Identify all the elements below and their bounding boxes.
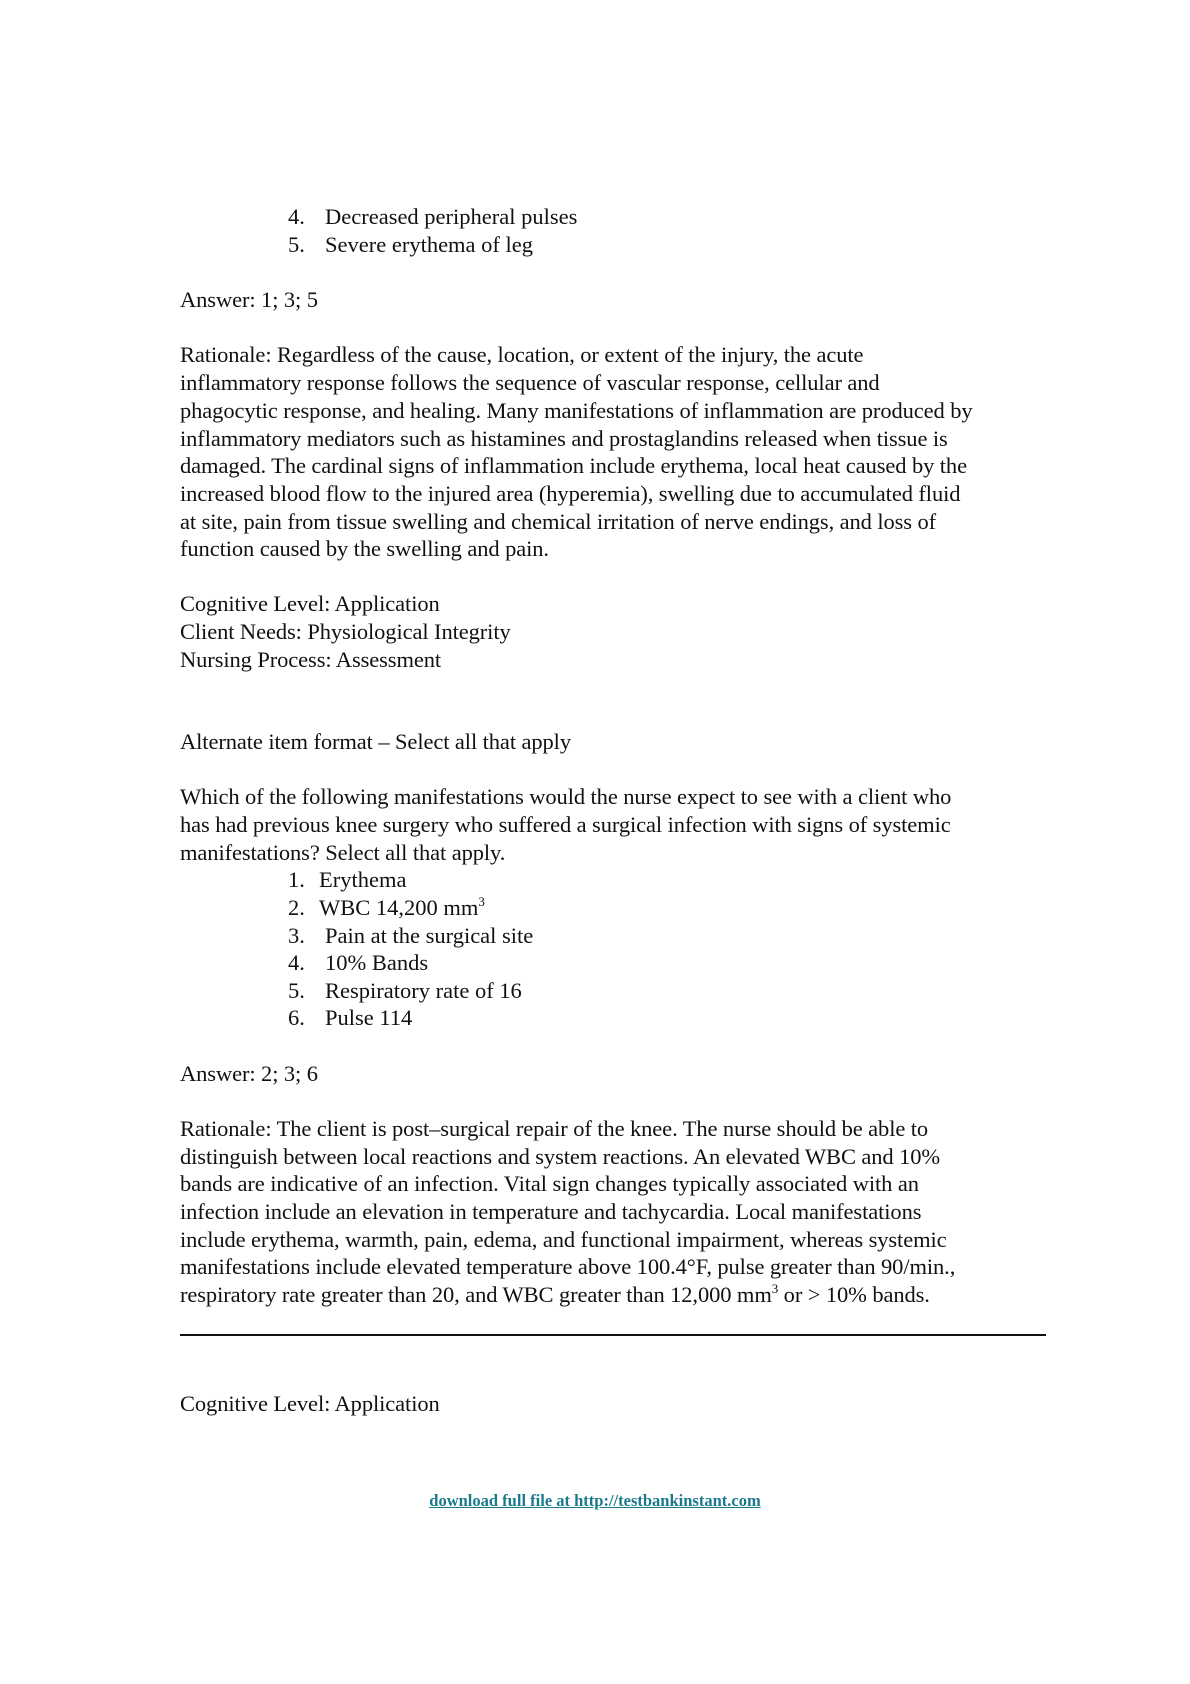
option-item: 6. Pulse 114 xyxy=(288,1005,413,1030)
option-item: 2. WBC 14,200 $mm^3$ xyxy=(288,894,485,920)
cognitive-level: Cognitive Level: Application xyxy=(180,591,440,616)
option-item: 4. 10% Bands xyxy=(288,950,429,975)
item-format: Alternate item format – Select all that apply xyxy=(180,729,571,754)
answer: Answer: 2; 3; 6 xyxy=(180,1061,318,1086)
option-item: 5. Severe erythema of leg xyxy=(288,232,534,257)
nursing-process: Nursing Process: Assessment xyxy=(180,647,442,672)
option-item: 1. Erythema xyxy=(288,867,407,892)
answer: Answer: 1; 3; 5 xyxy=(180,287,318,312)
option-item: 5. Respiratory rate of 16 xyxy=(288,978,522,1003)
cognitive-level: Cognitive Level: Application xyxy=(180,1391,440,1416)
option-item: 4. Decreased peripheral pulses xyxy=(288,204,578,229)
horizontal-rule xyxy=(180,1334,1046,1336)
download-link[interactable]: download full file at http://testbankinstant.com xyxy=(429,1491,761,1510)
option-item: 3. Pain at the surgical site xyxy=(288,923,534,948)
document-page: 4. Decreased peripheral pulses 5. Severe erythema of leg Answer: 1; 3; 5 Rationale: Regardless of the cause, location, or extent of the injury, the acute inflammatory response follows the sequence of vascular response, cellular and phagocytic response, and healing. Many manifestations of inflammation are produced by inflammatory mediators such as histamines and prostaglandins released when tissue is damaged. The cardinal signs of inflammation include erythema, local heat caused by the increased blood flow to the injured area (hyperemia), swelling due to accumulated fluid at site, pain from tissue swelling and chemical irritation of nerve endings, and loss of function caused by the swelling and pain. Cognitive Level: Application Client Needs: Physiological Integrity Nursing Process: Assessment Alternate item format – Select all that apply Which of the following manifestations would the nurse expect to see with a client who has had previous knee surgery who suffered a surgical infection with signs of systemic manifestations? Select all that apply. 1. Erythema 2. WBC 14,200 $mm^3$ 3. Pain at the surgical site 4. 10% Bands 5. Respiratory rate of 16 6. Pulse 114 Answer: 2; 3; 6 Rationale: The client is post–surgical repair of the knee. The nurse should be able to distinguish between local reactions and system reactions. An elevated WBC and 10% bands are indicative of an infection. Vital sign changes typically associated with an infection include an elevation in temperature and tachycardia. Local manifestations include erythema, warmth, pain, edema, and functional impairment, whereas systemic manifestations include elevated temperature above 100.4°F, pulse greater than 90/min., respiratory rate greater than 20, and WBC greater than 12,000 $mm^3$ or > 10% bands. Cognitive Level: Application download full file at http://testbankinstant.com xyxy=(0,0,1190,1684)
client-needs: Client Needs: Physiological Integrity xyxy=(180,619,511,644)
